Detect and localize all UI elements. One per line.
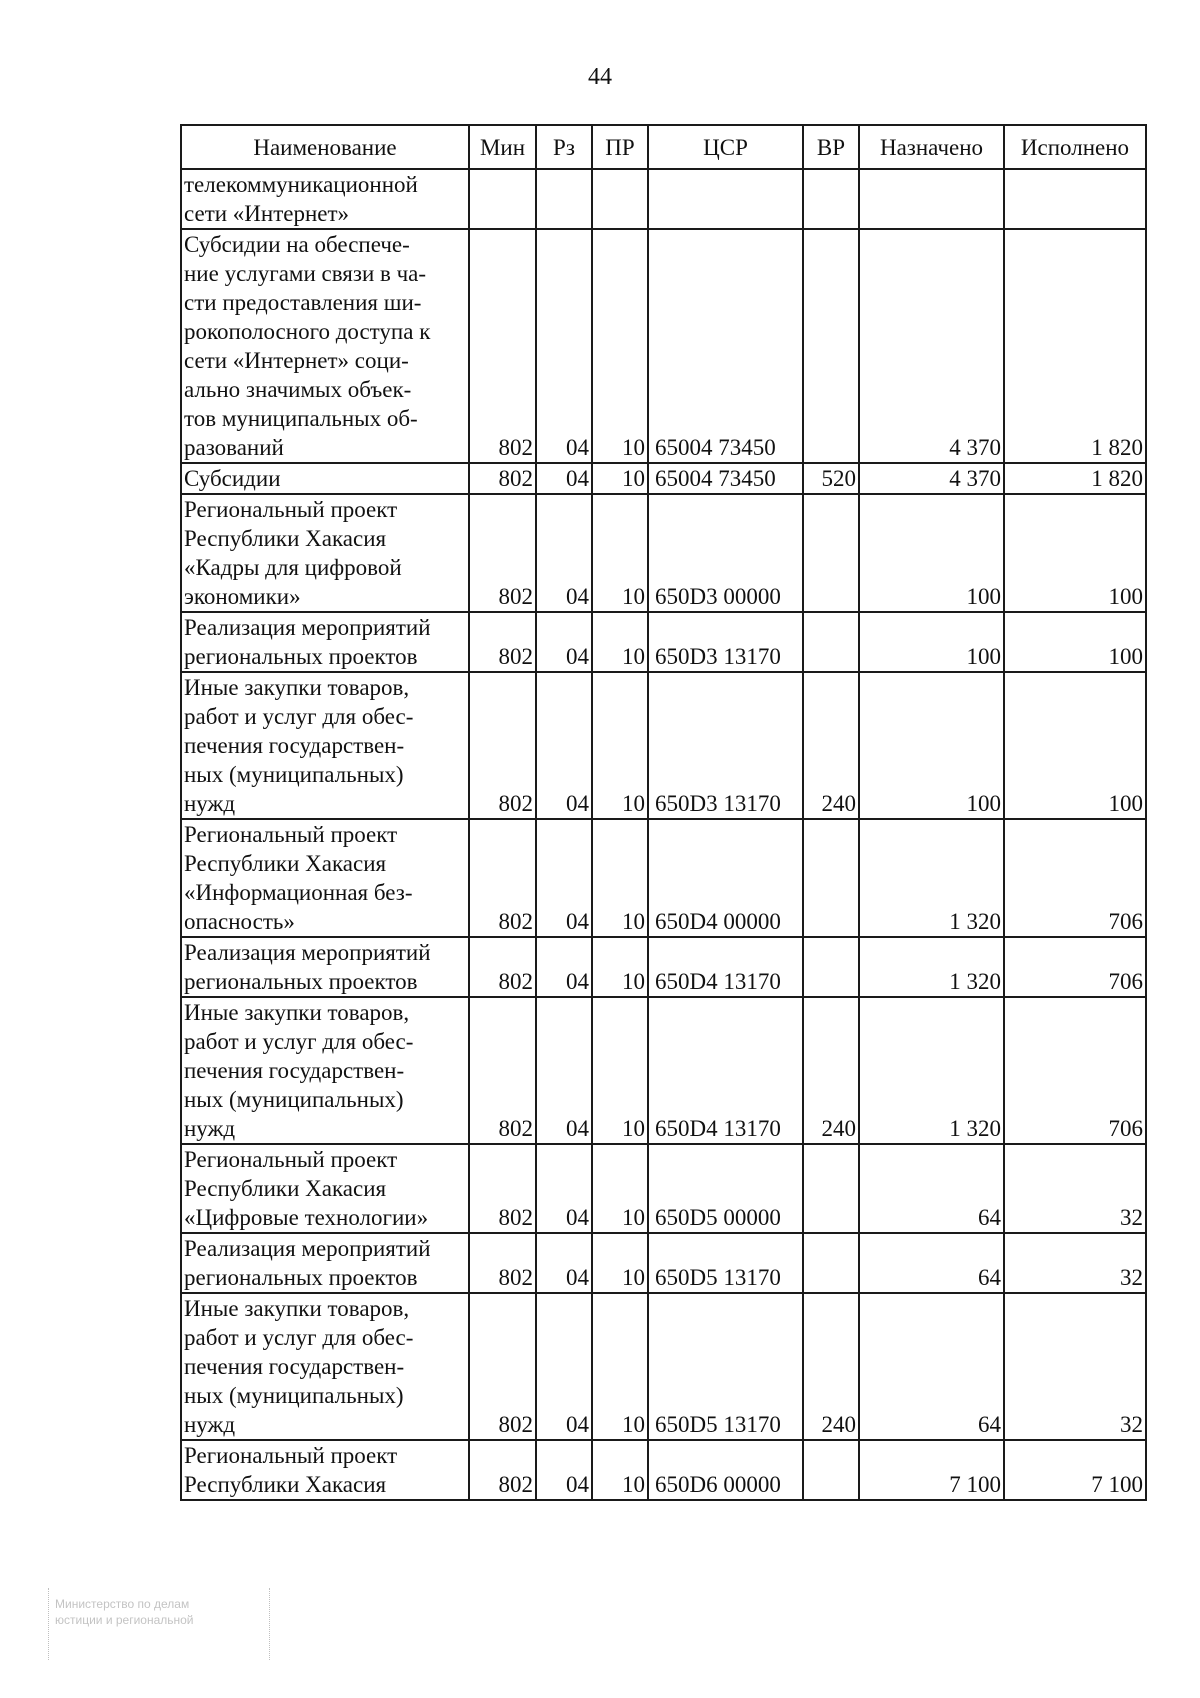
page-number: 44: [588, 64, 612, 90]
cell-name: [181, 1144, 469, 1233]
budget-table: [180, 124, 1147, 1501]
header-vr: ВР: [803, 125, 859, 169]
name-line: Иные закупки товаров,: [184, 1296, 410, 1321]
table-row: [181, 463, 1146, 494]
cell-name: [181, 229, 469, 463]
header-assigned: Назначено: [859, 125, 1004, 169]
cell-pr: 10: [592, 463, 648, 494]
name-line: опасность»: [184, 909, 295, 934]
name-line: экономики»: [184, 584, 301, 609]
table-row: [181, 1144, 1146, 1233]
name-line: Субсидии на обеспече-: [184, 232, 410, 257]
cell-csr: 650D5 00000: [648, 1144, 803, 1233]
cell-csr: 650D4 00000: [648, 819, 803, 937]
name-line: печения государствен-: [184, 1058, 405, 1083]
name-line: региональных проектов: [184, 1265, 418, 1290]
cell-pr: 10: [592, 1293, 648, 1440]
table-row: [181, 997, 1146, 1144]
table-row: [181, 1440, 1146, 1500]
cell-rz: 04: [536, 1440, 592, 1500]
table-row: [181, 937, 1146, 997]
table-row: [181, 1293, 1146, 1440]
cell-pr: 10: [592, 1144, 648, 1233]
cell-min: [469, 169, 536, 229]
cell-executed: 32: [1004, 1233, 1146, 1293]
cell-pr: 10: [592, 672, 648, 819]
name-line: региональных проектов: [184, 969, 418, 994]
header-pr: ПР: [592, 125, 648, 169]
cell-name: [181, 612, 469, 672]
name-line: рокополосного доступа к: [184, 319, 431, 344]
cell-pr: 10: [592, 819, 648, 937]
name-line: ных (муниципальных): [184, 1383, 404, 1408]
name-line: печения государствен-: [184, 733, 405, 758]
name-line: разований: [184, 435, 284, 460]
table-header-row: [181, 125, 1146, 169]
cell-pr: 10: [592, 1440, 648, 1500]
header-csr: ЦСР: [648, 125, 803, 169]
name-line: сети «Интернет»: [184, 201, 350, 226]
cell-vr: [803, 612, 859, 672]
cell-vr: [803, 1233, 859, 1293]
cell-min: 802: [469, 1233, 536, 1293]
cell-executed: 1 820: [1004, 463, 1146, 494]
name-line: ние услугами связи в ча-: [184, 261, 427, 286]
name-line: «Информационная без-: [184, 880, 413, 905]
cell-executed: [1004, 169, 1146, 229]
cell-name: [181, 819, 469, 937]
cell-assigned: 64: [859, 1293, 1004, 1440]
cell-pr: [592, 169, 648, 229]
cell-pr: 10: [592, 229, 648, 463]
header-executed: Исполнено: [1004, 125, 1146, 169]
table-row: [181, 672, 1146, 819]
cell-name: [181, 169, 469, 229]
name-line: печения государствен-: [184, 1354, 405, 1379]
cell-rz: 04: [536, 229, 592, 463]
table-row: [181, 169, 1146, 229]
cell-pr: 10: [592, 997, 648, 1144]
cell-executed: 32: [1004, 1293, 1146, 1440]
cell-name: [181, 494, 469, 612]
cell-csr: 650D6 00000: [648, 1440, 803, 1500]
name-line: тов муниципальных об-: [184, 406, 418, 431]
cell-min: 802: [469, 1293, 536, 1440]
name-line: работ и услуг для обес-: [184, 704, 414, 729]
cell-pr: 10: [592, 1233, 648, 1293]
table-row: [181, 612, 1146, 672]
name-line: сти предоставления ши-: [184, 290, 422, 315]
name-line: нужд: [184, 1116, 236, 1141]
name-line: Региональный проект: [184, 497, 398, 522]
cell-executed: 100: [1004, 494, 1146, 612]
cell-csr: 650D4 13170: [648, 937, 803, 997]
name-line: нужд: [184, 791, 236, 816]
cell-csr: 65004 73450: [648, 463, 803, 494]
name-line: региональных проектов: [184, 644, 418, 669]
cell-rz: 04: [536, 937, 592, 997]
name-line: нужд: [184, 1412, 236, 1437]
header-name: Наименование: [181, 125, 469, 169]
cell-executed: 706: [1004, 997, 1146, 1144]
name-line: Реализация мероприятий: [184, 940, 431, 965]
cell-vr: [803, 229, 859, 463]
cell-vr: 240: [803, 1293, 859, 1440]
cell-rz: 04: [536, 672, 592, 819]
name-line: Реализация мероприятий: [184, 615, 431, 640]
cell-name: [181, 937, 469, 997]
cell-rz: 04: [536, 494, 592, 612]
cell-vr: [803, 819, 859, 937]
cell-executed: 100: [1004, 672, 1146, 819]
cell-vr: 240: [803, 672, 859, 819]
cell-rz: 04: [536, 1233, 592, 1293]
cell-assigned: [859, 169, 1004, 229]
header-rz: Рз: [536, 125, 592, 169]
cell-vr: [803, 1440, 859, 1500]
cell-min: 802: [469, 1144, 536, 1233]
cell-rz: [536, 169, 592, 229]
cell-assigned: 1 320: [859, 819, 1004, 937]
cell-min: 802: [469, 819, 536, 937]
name-line: работ и услуг для обес-: [184, 1029, 414, 1054]
header-min: Мин: [469, 125, 536, 169]
cell-min: 802: [469, 997, 536, 1144]
cell-executed: 1 820: [1004, 229, 1146, 463]
cell-assigned: 4 370: [859, 229, 1004, 463]
cell-min: 802: [469, 229, 536, 463]
cell-pr: 10: [592, 494, 648, 612]
cell-executed: 7 100: [1004, 1440, 1146, 1500]
cell-rz: 04: [536, 819, 592, 937]
cell-min: 802: [469, 612, 536, 672]
name-line: «Кадры для цифровой: [184, 555, 402, 580]
table-row: [181, 819, 1146, 937]
name-line: Реализация мероприятий: [184, 1236, 431, 1261]
cell-assigned: 64: [859, 1233, 1004, 1293]
cell-vr: [803, 937, 859, 997]
name-line: Региональный проект: [184, 822, 398, 847]
cell-min: 802: [469, 494, 536, 612]
stamp-line: юстиции и региональной: [55, 1613, 194, 1627]
name-line: телекоммуникационной: [184, 172, 418, 197]
table-row: [181, 494, 1146, 612]
name-line: сети «Интернет» соци-: [184, 348, 409, 373]
name-line: ально значимых объек-: [184, 377, 412, 402]
cell-rz: 04: [536, 463, 592, 494]
cell-assigned: 100: [859, 672, 1004, 819]
cell-assigned: 1 320: [859, 937, 1004, 997]
name-line: «Цифровые технологии»: [184, 1205, 429, 1230]
cell-min: 802: [469, 937, 536, 997]
name-line: Иные закупки товаров,: [184, 675, 410, 700]
name-line: Республики Хакасия: [184, 526, 387, 551]
name-line: Иные закупки товаров,: [184, 1000, 410, 1025]
cell-name: [181, 463, 469, 494]
cell-rz: 04: [536, 612, 592, 672]
stamp-line: Министерство по делам: [55, 1597, 190, 1611]
table-body: [181, 169, 1146, 1500]
cell-assigned: 100: [859, 612, 1004, 672]
cell-pr: 10: [592, 937, 648, 997]
name-line: Республики Хакасия: [184, 851, 387, 876]
cell-assigned: 64: [859, 1144, 1004, 1233]
name-line: ных (муниципальных): [184, 1087, 404, 1112]
cell-csr: 650D3 00000: [648, 494, 803, 612]
cell-csr: 650D3 13170: [648, 612, 803, 672]
cell-name: [181, 1233, 469, 1293]
name-line: Региональный проект: [184, 1443, 398, 1468]
cell-rz: 04: [536, 1144, 592, 1233]
cell-name: [181, 1293, 469, 1440]
cell-min: 802: [469, 463, 536, 494]
cell-csr: 650D5 13170: [648, 1293, 803, 1440]
cell-name: [181, 997, 469, 1144]
name-line: работ и услуг для обес-: [184, 1325, 414, 1350]
cell-executed: 32: [1004, 1144, 1146, 1233]
table-row: [181, 1233, 1146, 1293]
name-line: Республики Хакасия: [184, 1472, 387, 1497]
cell-min: 802: [469, 672, 536, 819]
cell-min: 802: [469, 1440, 536, 1500]
cell-pr: 10: [592, 612, 648, 672]
cell-rz: 04: [536, 1293, 592, 1440]
cell-vr: 240: [803, 997, 859, 1144]
cell-assigned: 4 370: [859, 463, 1004, 494]
faded-stamp: [48, 1588, 270, 1660]
cell-vr: [803, 1144, 859, 1233]
name-line: ных (муниципальных): [184, 762, 404, 787]
cell-name: [181, 1440, 469, 1500]
cell-assigned: 7 100: [859, 1440, 1004, 1500]
table-row: [181, 229, 1146, 463]
cell-csr: [648, 169, 803, 229]
cell-rz: 04: [536, 997, 592, 1144]
cell-csr: 65004 73450: [648, 229, 803, 463]
cell-executed: 706: [1004, 819, 1146, 937]
cell-csr: 650D3 13170: [648, 672, 803, 819]
cell-executed: 706: [1004, 937, 1146, 997]
cell-vr: 520: [803, 463, 859, 494]
cell-executed: 100: [1004, 612, 1146, 672]
name-line: Субсидии: [184, 466, 281, 491]
name-line: Региональный проект: [184, 1147, 398, 1172]
name-line: Республики Хакасия: [184, 1176, 387, 1201]
cell-assigned: 1 320: [859, 997, 1004, 1144]
cell-assigned: 100: [859, 494, 1004, 612]
cell-csr: 650D4 13170: [648, 997, 803, 1144]
cell-vr: [803, 494, 859, 612]
cell-csr: 650D5 13170: [648, 1233, 803, 1293]
cell-name: [181, 672, 469, 819]
cell-vr: [803, 169, 859, 229]
